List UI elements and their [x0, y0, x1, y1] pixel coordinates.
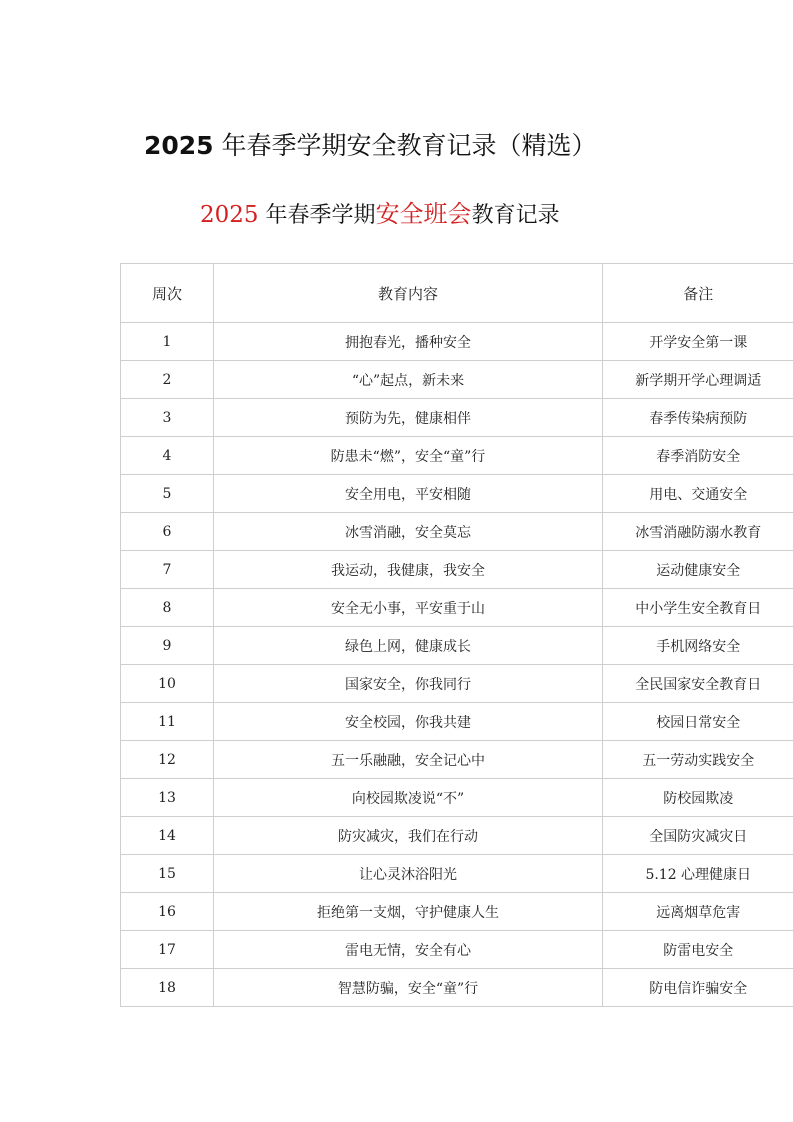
week-cell: 14 [121, 817, 214, 855]
table-title [200, 194, 560, 229]
table-row [121, 969, 793, 1007]
records-table [120, 263, 793, 1007]
content-cell: 向校园欺凌说“不” [214, 779, 603, 817]
content-cell: 安全用电，平安相随 [214, 475, 603, 513]
table-row [121, 323, 793, 361]
note-cell: 远离烟草危害 [603, 893, 793, 931]
page-title [144, 126, 597, 162]
table-row [121, 399, 793, 437]
note-cell: 中小学生安全教育日 [603, 589, 793, 627]
week-cell: 11 [121, 703, 214, 741]
table-row [121, 855, 793, 893]
note-cell: 手机网络安全 [603, 627, 793, 665]
week-cell: 10 [121, 665, 214, 703]
table-row [121, 627, 793, 665]
week-cell: 17 [121, 931, 214, 969]
header-content: 教育内容 [214, 264, 603, 323]
note-cell: 冰雪消融防溺水教育 [603, 513, 793, 551]
week-cell: 2 [121, 361, 214, 399]
table-row [121, 361, 793, 399]
table-row [121, 475, 793, 513]
content-cell: 安全校园，你我共建 [214, 703, 603, 741]
table-body [121, 323, 793, 1007]
table-row [121, 665, 793, 703]
note-cell: 校园日常安全 [603, 703, 793, 741]
note-cell: 开学安全第一课 [603, 323, 793, 361]
header-note: 备注 [603, 264, 793, 323]
table-title-part-a: 年春季学期 [265, 203, 376, 228]
week-cell: 13 [121, 779, 214, 817]
content-cell: 拥抱春光，播种安全 [214, 323, 603, 361]
week-cell: 9 [121, 627, 214, 665]
content-cell: 冰雪消融，安全莫忘 [214, 513, 603, 551]
note-cell: 防校园欺凌 [603, 779, 793, 817]
content-cell: 五一乐融融，安全记心中 [214, 741, 603, 779]
table-row [121, 589, 793, 627]
week-cell: 12 [121, 741, 214, 779]
table-header-row [121, 264, 793, 323]
table-row [121, 893, 793, 931]
note-cell: 用电、交通安全 [603, 475, 793, 513]
table-title-year: 2025 [200, 202, 259, 228]
content-cell: 让心灵沐浴阳光 [214, 855, 603, 893]
table-title-highlight: 安全班会 [375, 200, 472, 228]
content-cell: 雷电无情，安全有心 [214, 931, 603, 969]
week-cell: 6 [121, 513, 214, 551]
week-cell: 16 [121, 893, 214, 931]
content-cell: 拒绝第一支烟，守护健康人生 [214, 893, 603, 931]
note-cell: 防电信诈骗安全 [603, 969, 793, 1007]
table-row [121, 703, 793, 741]
page-title-text: 年春季学期安全教育记录（精选） [221, 131, 597, 160]
content-cell: 我运动，我健康，我安全 [214, 551, 603, 589]
content-cell: 预防为先，健康相伴 [214, 399, 603, 437]
note-cell: 全国防灾减灾日 [603, 817, 793, 855]
table-title-part-b: 教育记录 [471, 203, 560, 228]
content-cell: 绿色上网，健康成长 [214, 627, 603, 665]
header-week: 周次 [121, 264, 214, 323]
table-row [121, 817, 793, 855]
week-cell: 8 [121, 589, 214, 627]
week-cell: 1 [121, 323, 214, 361]
content-cell: 安全无小事，平安重于山 [214, 589, 603, 627]
note-cell: 春季传染病预防 [603, 399, 793, 437]
week-cell: 15 [121, 855, 214, 893]
note-cell: 新学期开学心理调适 [603, 361, 793, 399]
content-cell: 防灾减灾，我们在行动 [214, 817, 603, 855]
content-cell: 国家安全，你我同行 [214, 665, 603, 703]
table-row [121, 741, 793, 779]
note-cell: 防雷电安全 [603, 931, 793, 969]
note-cell: 五一劳动实践安全 [603, 741, 793, 779]
table-row [121, 551, 793, 589]
week-cell: 3 [121, 399, 214, 437]
table-row [121, 931, 793, 969]
content-cell: 防患未“燃”，安全“童”行 [214, 437, 603, 475]
table-row [121, 513, 793, 551]
week-cell: 4 [121, 437, 214, 475]
content-cell: “心”起点，新未来 [214, 361, 603, 399]
week-cell: 18 [121, 969, 214, 1007]
note-cell: 春季消防安全 [603, 437, 793, 475]
note-cell: 全民国家安全教育日 [603, 665, 793, 703]
week-cell: 7 [121, 551, 214, 589]
table-row [121, 437, 793, 475]
week-cell: 5 [121, 475, 214, 513]
content-cell: 智慧防骗，安全“童”行 [214, 969, 603, 1007]
page-title-year: 2025 [144, 131, 214, 160]
table-row [121, 779, 793, 817]
note-cell: 运动健康安全 [603, 551, 793, 589]
note-cell: 5.12 心理健康日 [603, 855, 793, 893]
